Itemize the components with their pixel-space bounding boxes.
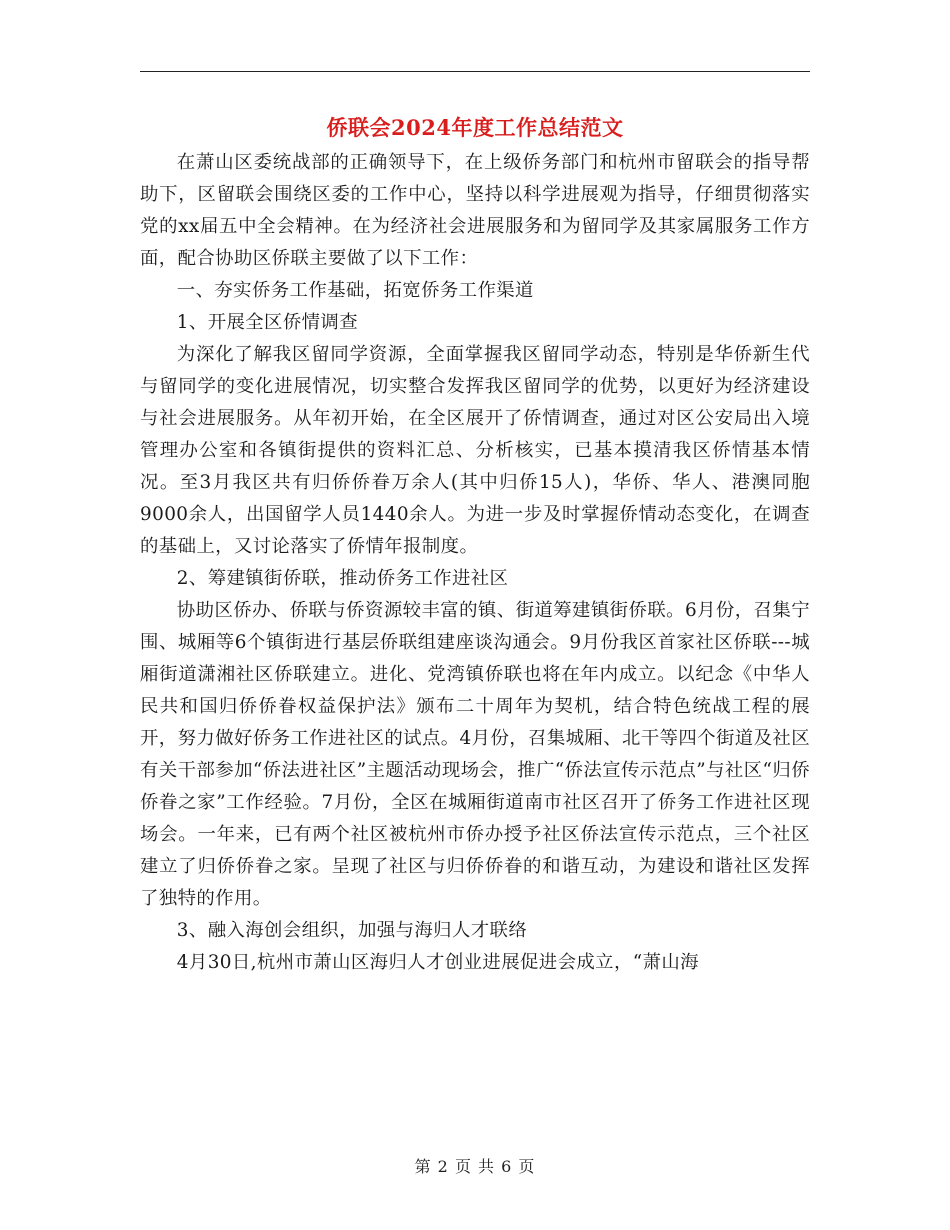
- body-paragraph: 协助区侨办、侨联与侨资源较丰富的镇、街道筹建镇街侨联。6月份，召集宁围、城厢等6个镇街进行基层侨联组建座谈沟通会。9月份我区首家社区侨联---城 厢街道潇湘社区侨联建立。进化、党湾镇侨联也将在年内成立。以纪念《中华人民共和国归侨侨眷权益保护法》颁布二十周年为契机，结合特色统战工程的展开，努力做好侨务工作进社区的试点。4月份，召集城厢、北干等四个街道及社区有关干部参加“侨法进社区”主题活动现场会，推广“侨法宣传示范点”与社区“归侨侨眷之家”工作经验。7月份，全区在城厢街道南市社区召开了侨务工作进社区现场会。一年来，已有两个社区被杭州市侨办授予社区侨法宣传示范点，三个社区建立了归侨侨眷之家。呈现了社区与归侨侨眷的和谐互动，为建设和谐社区发挥了独特的作用。: [140, 600, 810, 909]
- intro-paragraph: 在萧山区委统战部的正确领导下，在上级侨务部门和杭州市留联会的指导帮助下，区留联会围绕区委的工作中心，坚持以科学进展观为指导，仔细贯彻落实党的xx届五中全会精神。在为经济社会进展服务和为留同学及其家属服务工作方面，配合协助区侨联主要做了以下工作：: [140, 152, 810, 269]
- subsection-heading-2: 2、筹建镇街侨联，推动侨务工作进社区: [176, 568, 509, 589]
- document-title: 侨联会2024年度工作总结范文: [326, 115, 624, 140]
- subsection-heading-1: 1、开展全区侨情调查: [176, 312, 359, 333]
- header-rule: [140, 71, 810, 72]
- body-paragraph: 为深化了解我区留同学资源，全面掌握我区留同学动态，特别是华侨新生代与留同学的变化进展情况，切实整合发挥我区留同学的优势，以更好为经济建设与社会进展服务。从年初开始，在全区展开了侨情调查，通过对区公安局出入境管理办公室和各镇街提供的资料汇总、分析核实，已基本摸清我区侨情基本情况。至3月我区共有归侨侨眷万余人(其中归侨15人)，华侨、华人、港澳同胞9000余人，出国留学人员1440余人。为进一步及时掌握侨情动态变化，在调查的基础上，又讨论落实了侨情年报制度。: [140, 344, 810, 557]
- document-body: [140, 147, 810, 979]
- section-heading-1: 一、夯实侨务工作基础，拓宽侨务工作渠道: [176, 280, 534, 301]
- body-paragraph: 4月30日,杭州市萧山区海归人才创业进展促进会成立，“萧山海: [176, 952, 699, 973]
- subsection-heading-3: 3、融入海创会组织，加强与海归人才联络: [176, 920, 528, 941]
- page-number-footer: 第 2 页 共 6 页: [414, 1157, 536, 1176]
